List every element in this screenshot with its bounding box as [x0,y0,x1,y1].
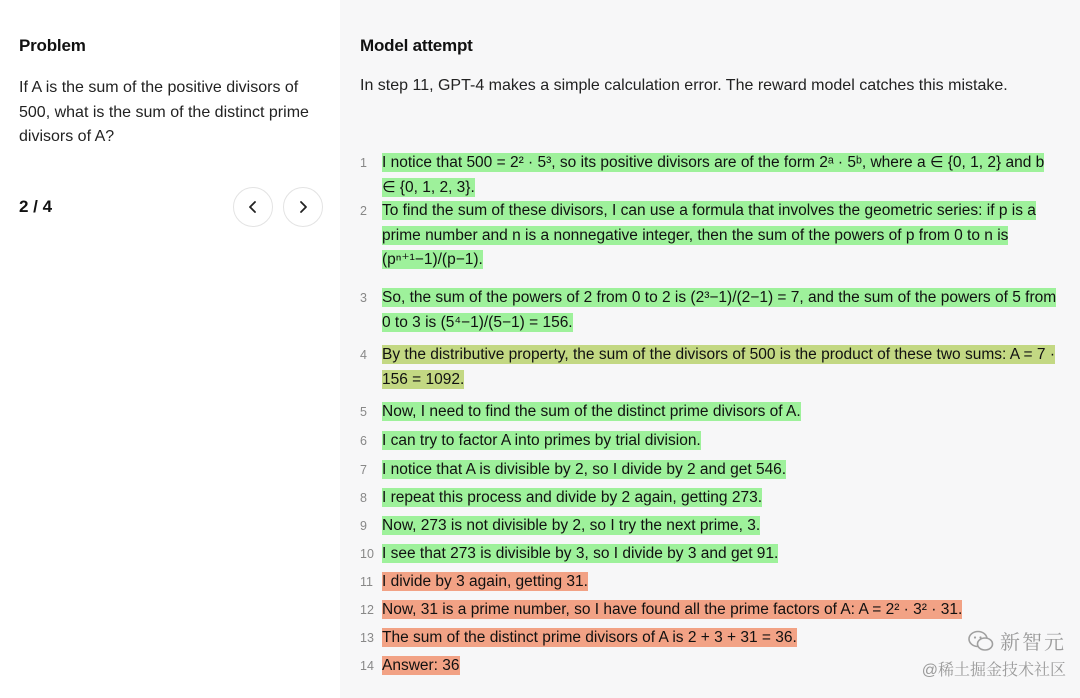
step-number: 10 [360,547,374,561]
step-text: I repeat this process and divide by 2 again, getting 273. [382,489,762,506]
step-text: I notice that 500 = 2² · 5³, so its positive divisors are of the form 2ᵃ · 5ᵇ, where a ∈ {0, 1, 2} and b ∈ {0, 1, 2, 3}. [382,154,1045,196]
step-row [360,458,1062,486]
chevron-left-icon [246,200,260,214]
step-row [360,343,1062,400]
step-number: 12 [360,603,374,617]
steps-list [360,151,1062,682]
step-number: 13 [360,631,374,645]
watermark [922,626,1066,680]
previous-button[interactable] [233,187,273,227]
next-button[interactable] [283,187,323,227]
step-number: 4 [360,348,367,362]
step-row [360,486,1062,514]
problem-text: If A is the sum of the positive divisors of 500, what is the sum of the distinct prime divisors of A? [19,79,309,145]
step-text: So, the sum of the powers of 2 from 0 to 2 is (2³−1)/(2−1) = 7, and the sum of the powers of 5 from 0 to 3 is (5⁴−1)/(5−1) = 156. [382,289,1057,331]
step-number: 5 [360,405,367,419]
attempt-intro: In step 11, GPT-4 makes a simple calculation error. The reward model catches this mistake. [360,77,1008,94]
step-number: 3 [360,291,367,305]
page-counter: 2 / 4 [19,197,53,216]
step-row [360,570,1062,598]
wechat-icon [968,630,994,652]
step-number: 6 [360,434,367,448]
step-text: I divide by 3 again, getting 31. [382,573,588,590]
step-text: I notice that A is divisible by 2, so I divide by 2 and get 546. [382,461,787,478]
step-text: I can try to factor A into primes by trial division. [382,432,701,449]
step-text: By the distributive property, the sum of the divisors of 500 is the product of these two sums: A = 7 · 156 = 1092. [382,346,1056,388]
step-row [360,542,1062,570]
step-row [360,400,1062,429]
step-text: The sum of the distinct prime divisors of A is 2 + 3 + 31 = 36. [382,629,797,646]
problem-panel [0,0,340,698]
step-number: 11 [360,575,373,589]
watermark-brand: 新智元 [1000,632,1066,654]
step-number: 14 [360,659,374,673]
step-text: Now, 273 is not divisible by 2, so I try the next prime, 3. [382,517,761,534]
step-text: To find the sum of these divisors, I can use a formula that involves the geometric series: if p is a prime number and n is a nonnegative integer, then the sum of the powers of p from 0 to n is (pⁿ⁺¹−1)/(p−1). [382,202,1036,268]
step-number: 7 [360,463,367,477]
step-text: I see that 273 is divisible by 3, so I divide by 3 and get 91. [382,545,779,562]
attempt-heading: Model attempt [360,36,473,55]
step-number: 1 [360,156,367,170]
step-row [360,286,1062,343]
step-row [360,151,1062,199]
step-row [360,598,1062,626]
step-number: 9 [360,519,367,533]
step-text: Now, 31 is a prime number, so I have found all the prime factors of A: A = 2² · 3² · 31. [382,601,963,618]
chevron-right-icon [296,200,310,214]
step-row [360,514,1062,542]
step-number: 2 [360,204,367,218]
step-text: Now, I need to find the sum of the distinct prime divisors of A. [382,403,801,420]
watermark-source: @稀土掘金技术社区 [921,662,1066,679]
step-text: Answer: 36 [382,657,460,674]
step-row [360,429,1062,458]
attempt-panel [340,0,1080,698]
problem-heading: Problem [19,36,86,55]
step-row [360,199,1062,286]
step-number: 8 [360,491,367,505]
